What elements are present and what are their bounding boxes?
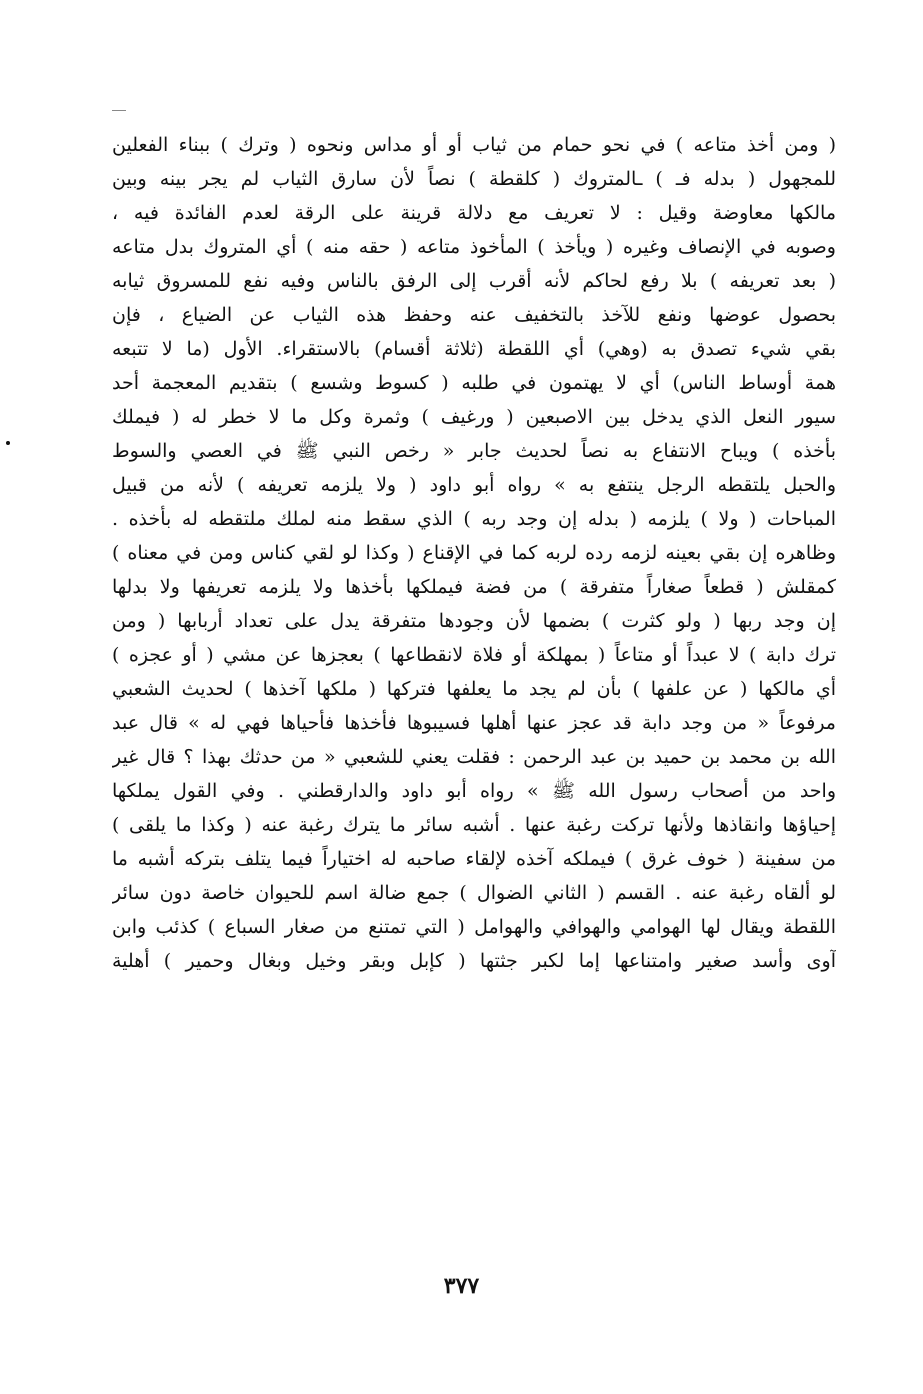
text-line: إن وجد ربها ( ولو كثرت ) بضمها لأن وجودها متفرقة يدل على تعداد أربابها ( ومن: [112, 610, 836, 632]
text-line: المباحات ( ولا ) يلزمه ( بدله إن وجد ربه ) الذي سقط منه لملك ملتقطه له بأخذه .: [112, 508, 836, 530]
text-line: بقي شيء تصدق به (وهي) أي اللقطة (ثلاثة أقسام) بالاستقراء. الأول (ما لا تتبعه: [112, 338, 836, 360]
text-line: ( بعد تعريفه ) بلا رفع لحاكم لأنه أقرب إلى الرفق بالناس وفيه نفع للمسروق ثيابه: [112, 270, 836, 292]
text-line: ( ومن أخذ متاعه ) في نحو حمام من ثياب أو أو مداس ونحوه ( وترك ) ببناء الفعلين: [112, 134, 836, 156]
margin-dot: [6, 441, 10, 445]
text-line: ترك دابة ) لا عبداً أو متاعاً ( بمهلكة أو فلاة لانقطاعها ) بعجزها عن مشي ( أو عجزه ): [112, 644, 836, 666]
body-text: [112, 128, 836, 978]
text-line: وظاهره إن بقي بعينه لزمه رده لربه كما في الإقناع ( وكذا لو لقي كناس ومن في معناه ): [112, 542, 836, 564]
text-line: لو ألقاه رغبة عنه . القسم ( الثاني الضوال ) جمع ضالة اسم للحيوان خاصة دون سائر: [112, 882, 836, 904]
text-line: مالكها معاوضة وقيل : لا تعريف مع دلالة قرينة على الرقة لعدم الفائدة فيه ،: [112, 202, 836, 224]
text-line: الله بن محمد بن حميد بن عبد الرحمن : فقلت يعني للشعبي « من حدثك بهذا ؟ قال غير: [112, 746, 836, 768]
text-line: بأخذه ) ويباح الانتفاع به نصاً لحديث جابر « رخص النبي ﷺ في العصي والسوط: [112, 440, 836, 462]
text-line: كمقلش ( قطعاً صغاراً متفرقة ) من فضة فيملكها بأخذها ولا يلزمه تعريفها ولا بدلها: [112, 576, 836, 598]
text-line: واحد من أصحاب رسول الله ﷺ » رواه أبو داود والدارقطني . وفي القول يملكها: [112, 780, 836, 802]
text-line: اللقطة ويقال لها الهوامي والهوافي والهوامل ( التي تمتنع من صغار السباع ) كذئب وابن: [112, 916, 836, 938]
text-line: سيور النعل الذي يدخل بين الاصبعين ( ورغيف ) وثمرة وكل ما لا خطر له ( فيملك: [112, 406, 836, 428]
text-line: والحبل يلتقطه الرجل ينتفع به » رواه أبو داود ( ولا يلزمه تعريفه ) لأنه من قبيل: [112, 474, 836, 496]
text-line: للمجهول ( بدله فـ ) ـالمتروك ( كلقطة ) نصاً لأن سارق الثياب لم يجر بينه وبين: [112, 168, 836, 190]
top-rule: [112, 110, 126, 111]
text-line: وصوبه في الإنصاف وغيره ( ويأخذ ) المأخوذ متاعه ( حقه منه ) أي المتروك بدل متاعه: [112, 236, 836, 258]
page-number: ٣٧٧: [443, 1273, 480, 1299]
text-line: أي مالكها ( عن علفها ) بأن لم يجد ما يعلفها فتركها ( ملكها آخذها ) لحديث الشعبي: [112, 678, 836, 700]
text-line: آوى وأسد صغير وامتناعها إما لكبر جثتها ( كإبل وبقر وخيل وبغال وحمير ) أهلية: [112, 950, 836, 972]
text-line: مرفوعاً « من وجد دابة قد عجز عنها أهلها فسيبوها فأخذها فأحياها فهي له » قال عبد: [112, 712, 836, 734]
text-line: همة أوساط الناس) أي لا يهتمون في طلبه ( كسوط وشسع ) بتقديم المعجمة أحد: [112, 372, 836, 394]
text-line: بحصول عوضها ونفع للآخذ بالتخفيف عنه وحفظ هذه الثياب عن الضياع ، فإن: [112, 304, 836, 326]
text-line: إحياؤها وانقاذها ولأنها تركت رغبة عنها . أشبه سائر ما يترك رغبة عنه ( وكذا ما يلقى ): [112, 814, 836, 836]
text-line: من سفينة ( خوف غرق ) فيملكه آخذه لإلقاء صاحبه له اختياراً فيما يتلف بتركه أشبه ما: [112, 848, 836, 870]
